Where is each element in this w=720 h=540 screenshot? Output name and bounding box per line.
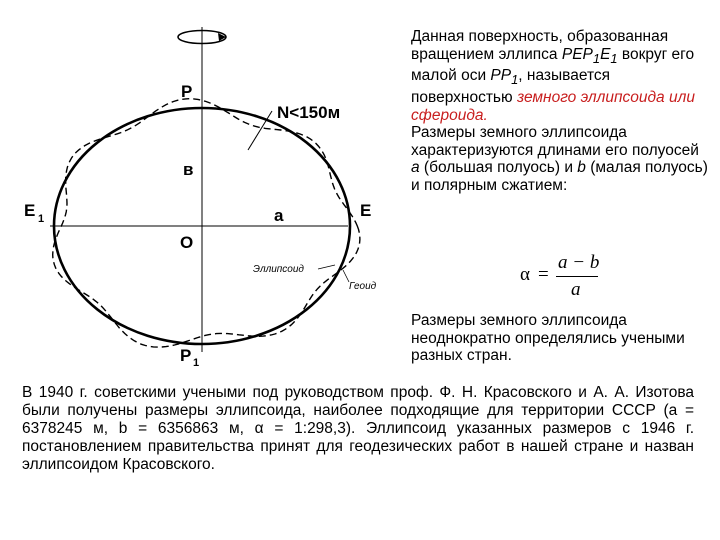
label-e: E bbox=[360, 201, 372, 220]
ellipsoid-geoid-diagram bbox=[0, 0, 400, 380]
flattening-formula bbox=[520, 252, 610, 302]
desc-called: , называется поверхностью bbox=[411, 67, 611, 106]
label-e1-sub: 1 bbox=[38, 213, 45, 225]
formula-fraction-bar bbox=[556, 276, 598, 277]
dims-major: (большая полуось) и bbox=[419, 159, 578, 177]
label-ellipsoid: Эллипсоид bbox=[253, 264, 304, 275]
desc-pep: PEP bbox=[561, 45, 593, 63]
desc-term-highlight: земного эллипсоида или сфероида. bbox=[411, 88, 695, 124]
description-text bbox=[411, 28, 711, 195]
desc-axis: вокруг его малой оси bbox=[411, 45, 695, 85]
label-p1: P bbox=[180, 346, 192, 365]
desc-pp: PP bbox=[490, 67, 512, 85]
formula-equals: = bbox=[538, 264, 549, 285]
dims-intro: Размеры земного эллипсоида характеризуются длинами его полуосей bbox=[411, 124, 699, 159]
formula-denominator: a bbox=[571, 279, 581, 300]
label-geoid: Геоид bbox=[349, 281, 377, 292]
label-b: в bbox=[183, 160, 194, 179]
krasovsky-paragraph: В 1940 г. советскими учеными под руководством проф. Ф. Н. Красовского и А. А. Изотова были получены размеры эллипсоида, наиболее подходящие для территории СССР (a = 6378245 м, b = 6356863 м, α = 1:298,3). Эллипсоид указанных размеров с 1946 г. постановлением правительства принят для геодезических работ в нашей стране и назван эллипсоидом Красовского. bbox=[22, 384, 694, 473]
label-p1-sub: 1 bbox=[193, 357, 200, 369]
label-p: P bbox=[181, 82, 193, 101]
determinations-text: Размеры земного эллипсоида неоднократно определялись учеными разных стран. bbox=[411, 312, 685, 365]
desc-e: E bbox=[600, 45, 611, 63]
label-n: N<150м bbox=[277, 103, 341, 122]
ellipsoid-leader-line bbox=[318, 265, 335, 269]
dims-a: a bbox=[411, 159, 420, 177]
desc-sub-3: 1 bbox=[511, 72, 519, 88]
desc-sub-1: 1 bbox=[592, 50, 601, 66]
label-e1: E bbox=[24, 201, 36, 220]
dims-b: b bbox=[577, 159, 586, 177]
label-a: a bbox=[274, 206, 284, 225]
formula-numerator: a − b bbox=[558, 252, 600, 273]
dims-minor: (малая полуось) и полярным сжатием: bbox=[411, 159, 708, 194]
formula-alpha: α bbox=[520, 264, 530, 285]
desc-sub-2: 1 bbox=[610, 50, 618, 66]
label-o: O bbox=[180, 233, 194, 252]
desc-intro: Данная поверхность, образованная вращением эллипса bbox=[411, 28, 669, 63]
